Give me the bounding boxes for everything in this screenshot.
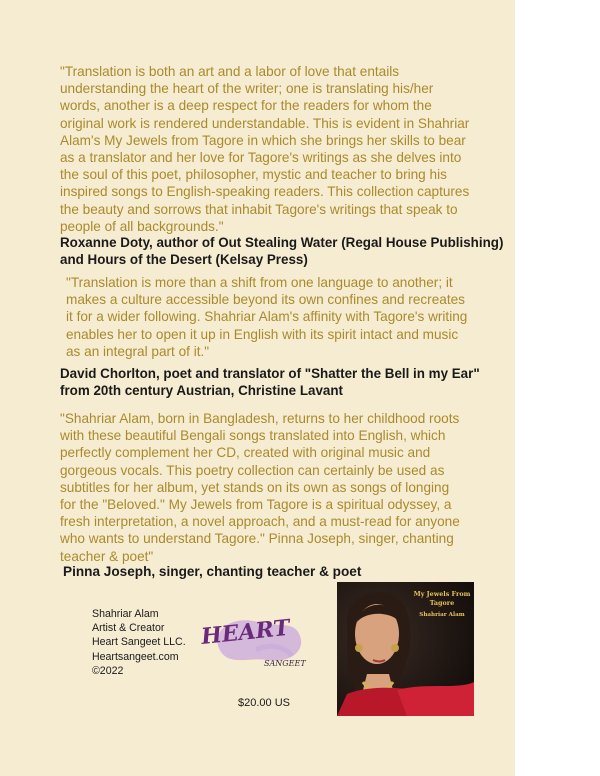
review-quote-pinna-joseph: "Shahriar Alam, born in Bangladesh, returns to her childhood roots with these beautiful Bengali songs translated into English, which perfectly complement her CD, created with original music and gorgeous vocals. This poetry collection can certainly be used as subtitles for her album, yet stands on its own as songs of longing for the "Beloved." My Jewels from Tagore is a spiritual odyssey, a fresh interpretation, a novel approach, and a must-read for anyone who wants to understand Tagore." Pinna Joseph, singer, chanting teacher & poet" [60, 411, 460, 564]
publisher-credits: Shahriar Alam Artist & Creator Heart Sangeet LLC. Heartsangeet.com ©2022 [92, 608, 186, 677]
album-title-line-1: My Jewels From [413, 590, 471, 598]
album-title-line-2: Tagore [429, 599, 455, 607]
album-cover-photo [337, 582, 474, 716]
logo-word-sangeet: SANGEET [264, 659, 306, 668]
logo-word-heart: HEART [199, 614, 292, 650]
album-title [412, 590, 472, 620]
heart-sangeet-logo [196, 606, 316, 676]
album-artist: Shahriar Alam [419, 612, 465, 618]
review-attribution-pinna-joseph: Pinna Joseph, singer, chanting teacher & poet [63, 564, 362, 579]
review-attribution-roxanne-doty: Roxanne Doty, author of Out Stealing Water (Regal House Publishing) and Hours of the Desert (Kelsay Press) [60, 235, 504, 267]
price-label: $20.00 US [238, 697, 290, 709]
review-quote-roxanne-doty: "Translation is both an art and a labor of love that entails understanding the heart of the writer; one is translating his/her words, another is a deep respect for the readers for whom the original work is rendered understandable. This is evident in Shahriar Alam's My Jewels from Tagore in which she brings her skills to bear as a translator and her love for Tagore's writings as she delves into the soul of this poet, philosopher, mystic and teacher to bring his inspired songs to English-speaking readers. This collection captures the beauty and sorrows that inhabit Tagore's writings that speak to people of all backgrounds." [60, 64, 470, 234]
review-quote-david-chorlton: "Translation is more than a shift from one language to another; it makes a culture accessible beyond its own confines and recreates it for a wider following. Shahriar Alam's affinity with Tagore's writing enables her to open it up in English with its spirit intact and music as an integral part of it." [66, 275, 468, 359]
review-attribution-david-chorlton: David Chorlton, poet and translator of "Shatter the Bell in my Ear" from 20th century Austrian, Christine Lavant [60, 366, 480, 398]
